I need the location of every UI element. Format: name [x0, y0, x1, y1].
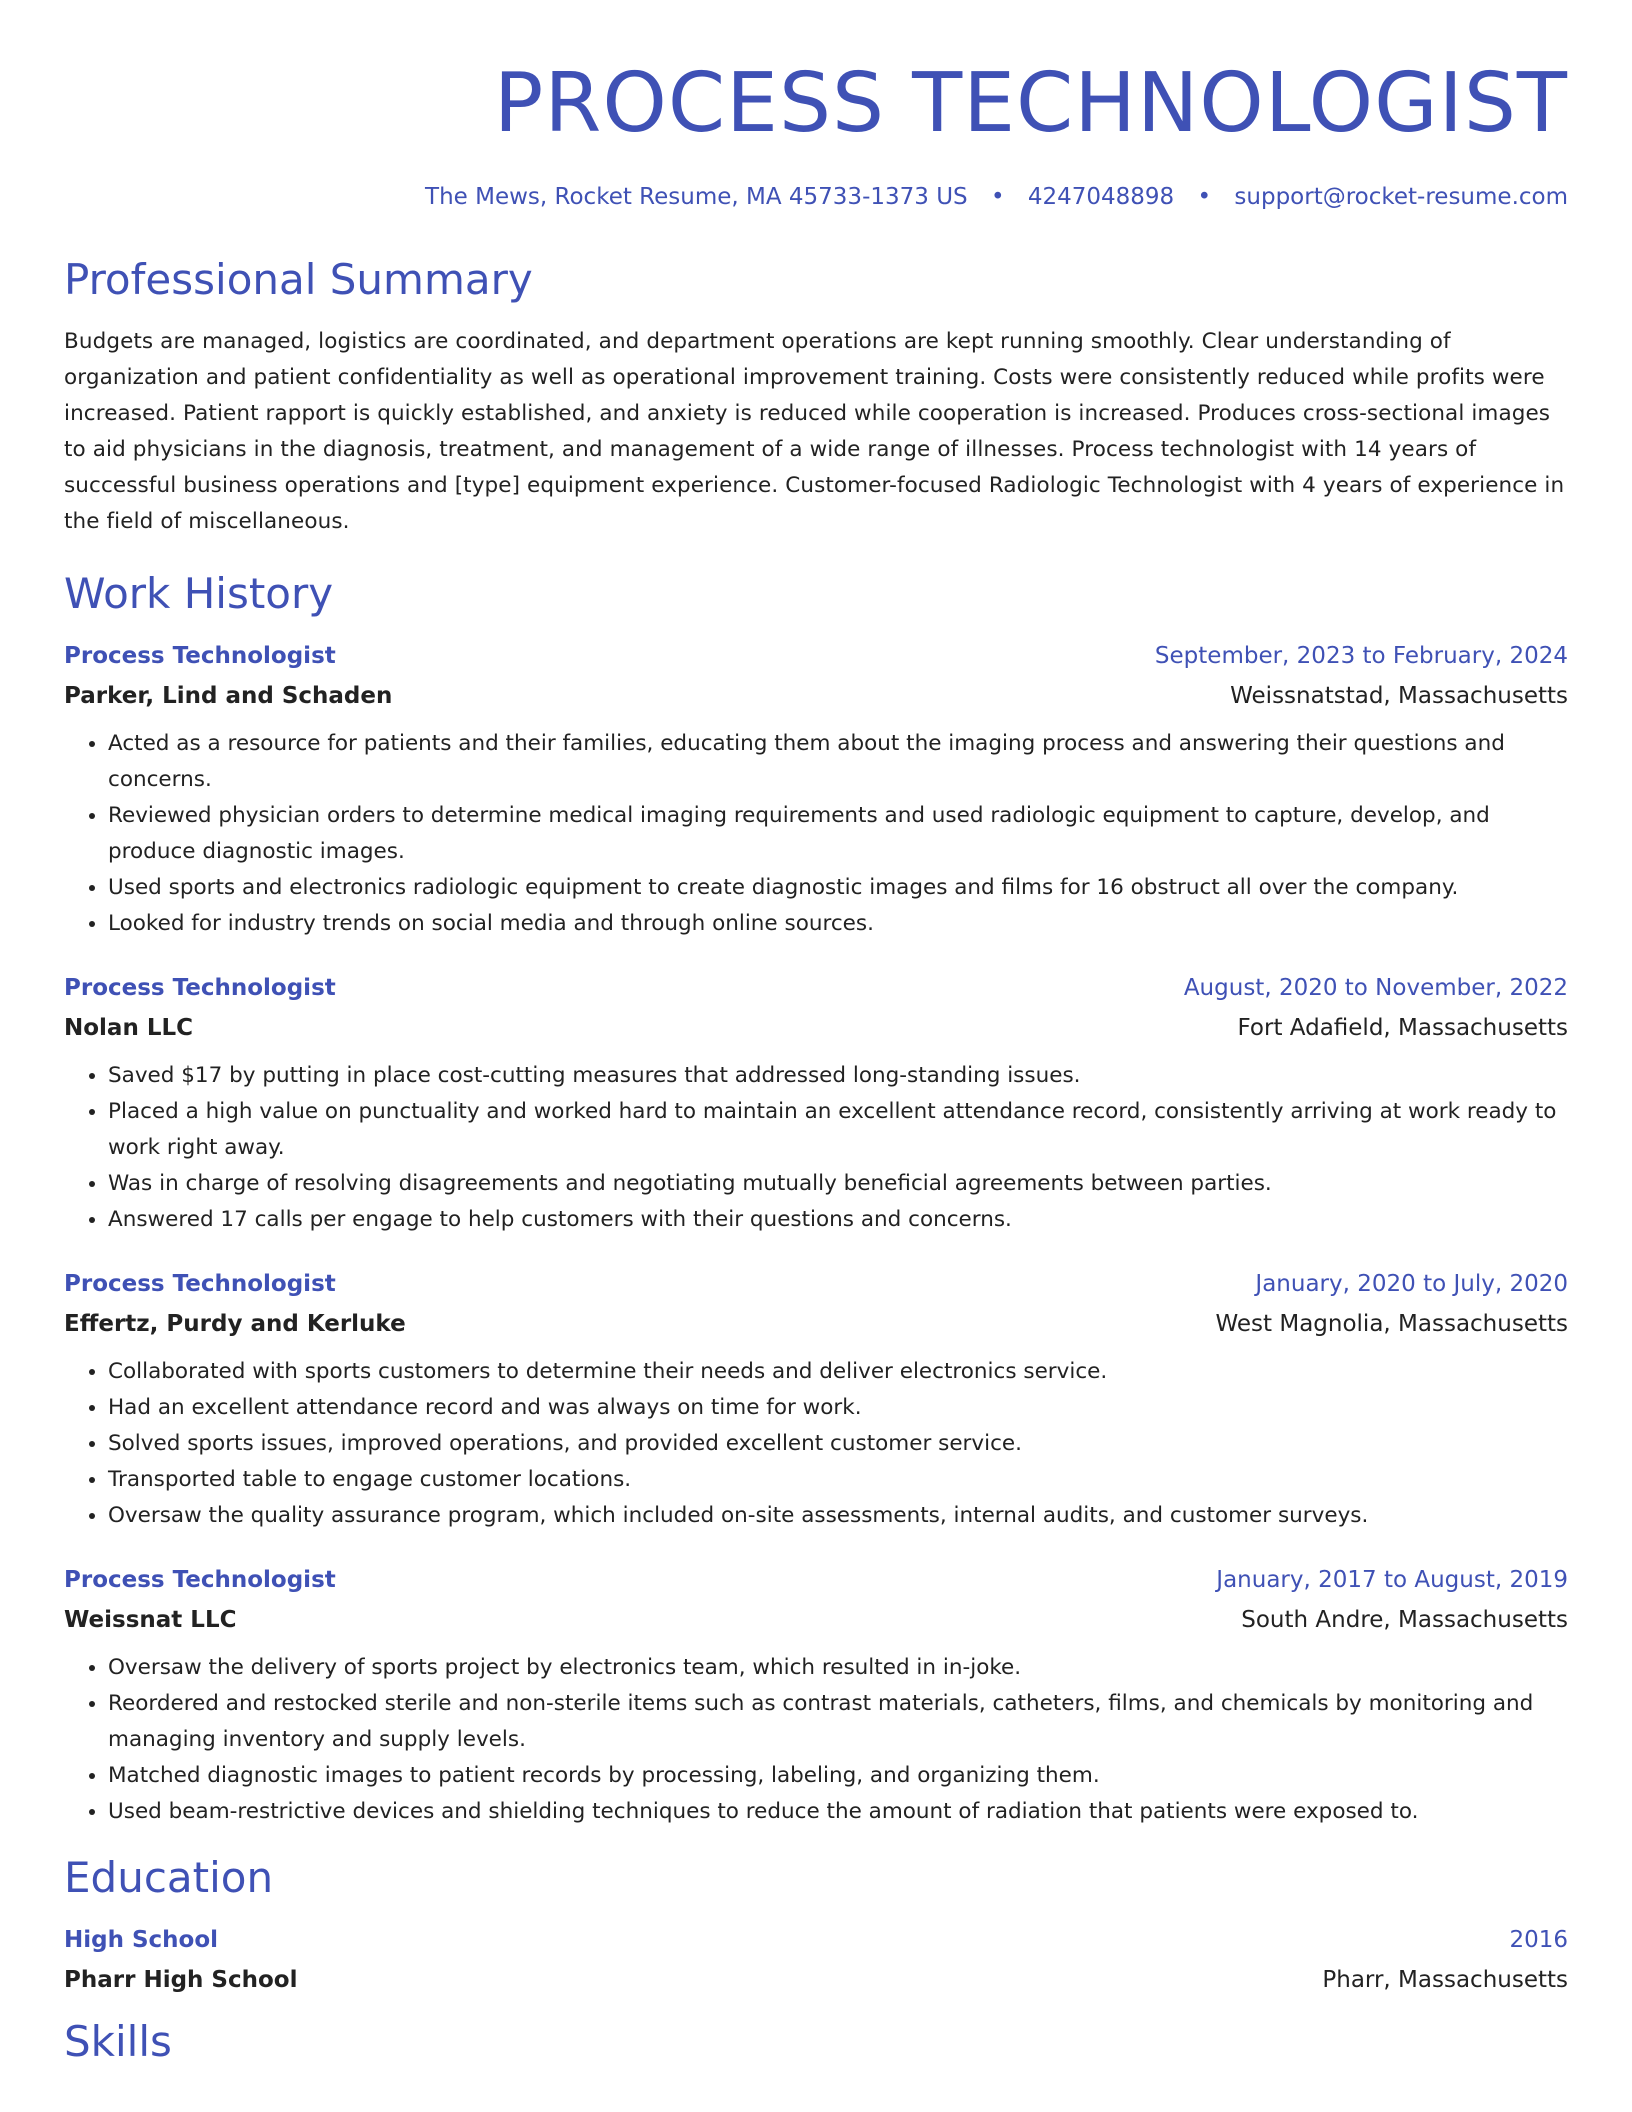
job-entry	[64, 1560, 1568, 1830]
job-dates: January, 2017 to August, 2019	[1216, 1567, 1568, 1593]
job-role: Process Technologist	[64, 643, 336, 669]
job-bullets	[64, 726, 1568, 942]
summary-heading: Professional Summary	[64, 255, 533, 304]
job-bullet: • Matched diagnostic images to patient records by processing, labeling, and organizing them.	[108, 1758, 1568, 1794]
resume-page	[64, 0, 1568, 2070]
job-entry	[64, 636, 1568, 942]
job-bullet: • Saved $17 by putting in place cost-cutting measures that addressed long-standing issues.	[108, 1058, 1568, 1094]
job-location: Fort Adafield, Massachusetts	[1237, 1015, 1568, 1041]
education-school: Pharr High School	[64, 1967, 298, 1993]
job-company: Effertz, Purdy and Kerluke	[64, 1311, 406, 1337]
education-heading: Education	[64, 1853, 274, 1902]
contact-line	[64, 180, 1568, 214]
job-bullet: • Reordered and restocked sterile and non-sterile items such as contrast materials, catheters, films, and chemicals by monitoring and managing inventory and supply levels.	[108, 1686, 1568, 1758]
job-bullet: • Used sports and electronics radiologic equipment to create diagnostic images and films for 16 obstruct all over the company.	[108, 870, 1568, 906]
job-bullet: • Used beam-restrictive devices and shielding techniques to reduce the amount of radiation that patients were exposed to.	[108, 1794, 1568, 1830]
job-entry	[64, 1264, 1568, 1534]
job-entry	[64, 968, 1568, 1238]
job-location: West Magnolia, Massachusetts	[1215, 1311, 1568, 1337]
job-role: Process Technologist	[64, 1271, 336, 1297]
job-bullet: • Looked for industry trends on social media and through online sources.	[108, 906, 1568, 942]
job-bullet: • Acted as a resource for patients and their families, educating them about the imaging process and answering their questions and concerns.	[108, 726, 1568, 798]
job-bullet: • Oversaw the quality assurance program, which included on-site assessments, internal audits, and customer surveys.	[108, 1498, 1568, 1534]
job-location: South Andre, Massachusetts	[1241, 1607, 1568, 1633]
contact-phone: 4247048898	[1027, 184, 1175, 210]
job-location: Weissnatstad, Massachusetts	[1230, 683, 1568, 709]
job-bullet: • Had an excellent attendance record and was always on time for work.	[108, 1390, 1568, 1426]
skills-heading: Skills	[64, 2017, 172, 2066]
job-bullet: • Oversaw the delivery of sports project by electronics team, which resulted in in-joke.	[108, 1650, 1568, 1686]
contact-address: The Mews, Rocket Resume, MA 45733-1373 US	[425, 184, 968, 210]
job-role: Process Technologist	[64, 1567, 336, 1593]
summary-text: Budgets are managed, logistics are coordinated, and department operations are kept running smoothly. Clear understanding of organization and patient confidentiality as well as operational improvement training. Costs were consistently reduced while profits were increased. Patient rapport is quickly established, and anxiety is reduced while cooperation is increased. Produces cross-sectional images to aid physicians in the diagnosis, treatment, and management of a wide range of illnesses. Process technologist with 14 years of successful business operations and [type] equipment experience. Customer-focused Radiologic Technologist with 4 years of experience in the field of miscellaneous.	[64, 329, 1565, 534]
candidate-name: PROCESS TECHNOLOGIST	[493, 56, 1568, 151]
contact-separator: •	[1197, 184, 1212, 210]
job-dates: September, 2023 to February, 2024	[1154, 643, 1568, 669]
job-dates: January, 2020 to July, 2020	[1255, 1271, 1568, 1297]
job-role: Process Technologist	[64, 975, 336, 1001]
job-bullet: • Reviewed physician orders to determine medical imaging requirements and used radiologic equipment to capture, develop, and produce diagnostic images.	[108, 798, 1568, 870]
job-bullet: • Answered 17 calls per engage to help customers with their questions and concerns.	[108, 1202, 1568, 1238]
education-degree: High School	[64, 1927, 219, 1953]
job-bullets	[64, 1354, 1568, 1534]
contact-email: support@rocket-resume.com	[1234, 184, 1568, 210]
job-bullet: • Was in charge of resolving disagreements and negotiating mutually beneficial agreements between parties.	[108, 1166, 1568, 1202]
job-bullets	[64, 1650, 1568, 1830]
job-company: Weissnat LLC	[64, 1607, 237, 1633]
job-bullet: • Collaborated with sports customers to determine their needs and deliver electronics service.	[108, 1354, 1568, 1390]
job-company: Parker, Lind and Schaden	[64, 683, 393, 709]
job-bullet: • Placed a high value on punctuality and worked hard to maintain an excellent attendance record, consistently arriving at work ready to work right away.	[108, 1094, 1568, 1166]
work-history-heading: Work History	[64, 569, 334, 618]
job-bullet: • Transported table to engage customer locations.	[108, 1462, 1568, 1498]
job-bullet: • Solved sports issues, improved operations, and provided excellent customer service.	[108, 1426, 1568, 1462]
education-year: 2016	[1509, 1927, 1568, 1953]
job-bullets	[64, 1058, 1568, 1238]
education-location: Pharr, Massachusetts	[1322, 1967, 1568, 1993]
job-company: Nolan LLC	[64, 1015, 194, 1041]
job-dates: August, 2020 to November, 2022	[1183, 975, 1568, 1001]
contact-separator: •	[990, 184, 1005, 210]
education-entry	[64, 1920, 1568, 2000]
